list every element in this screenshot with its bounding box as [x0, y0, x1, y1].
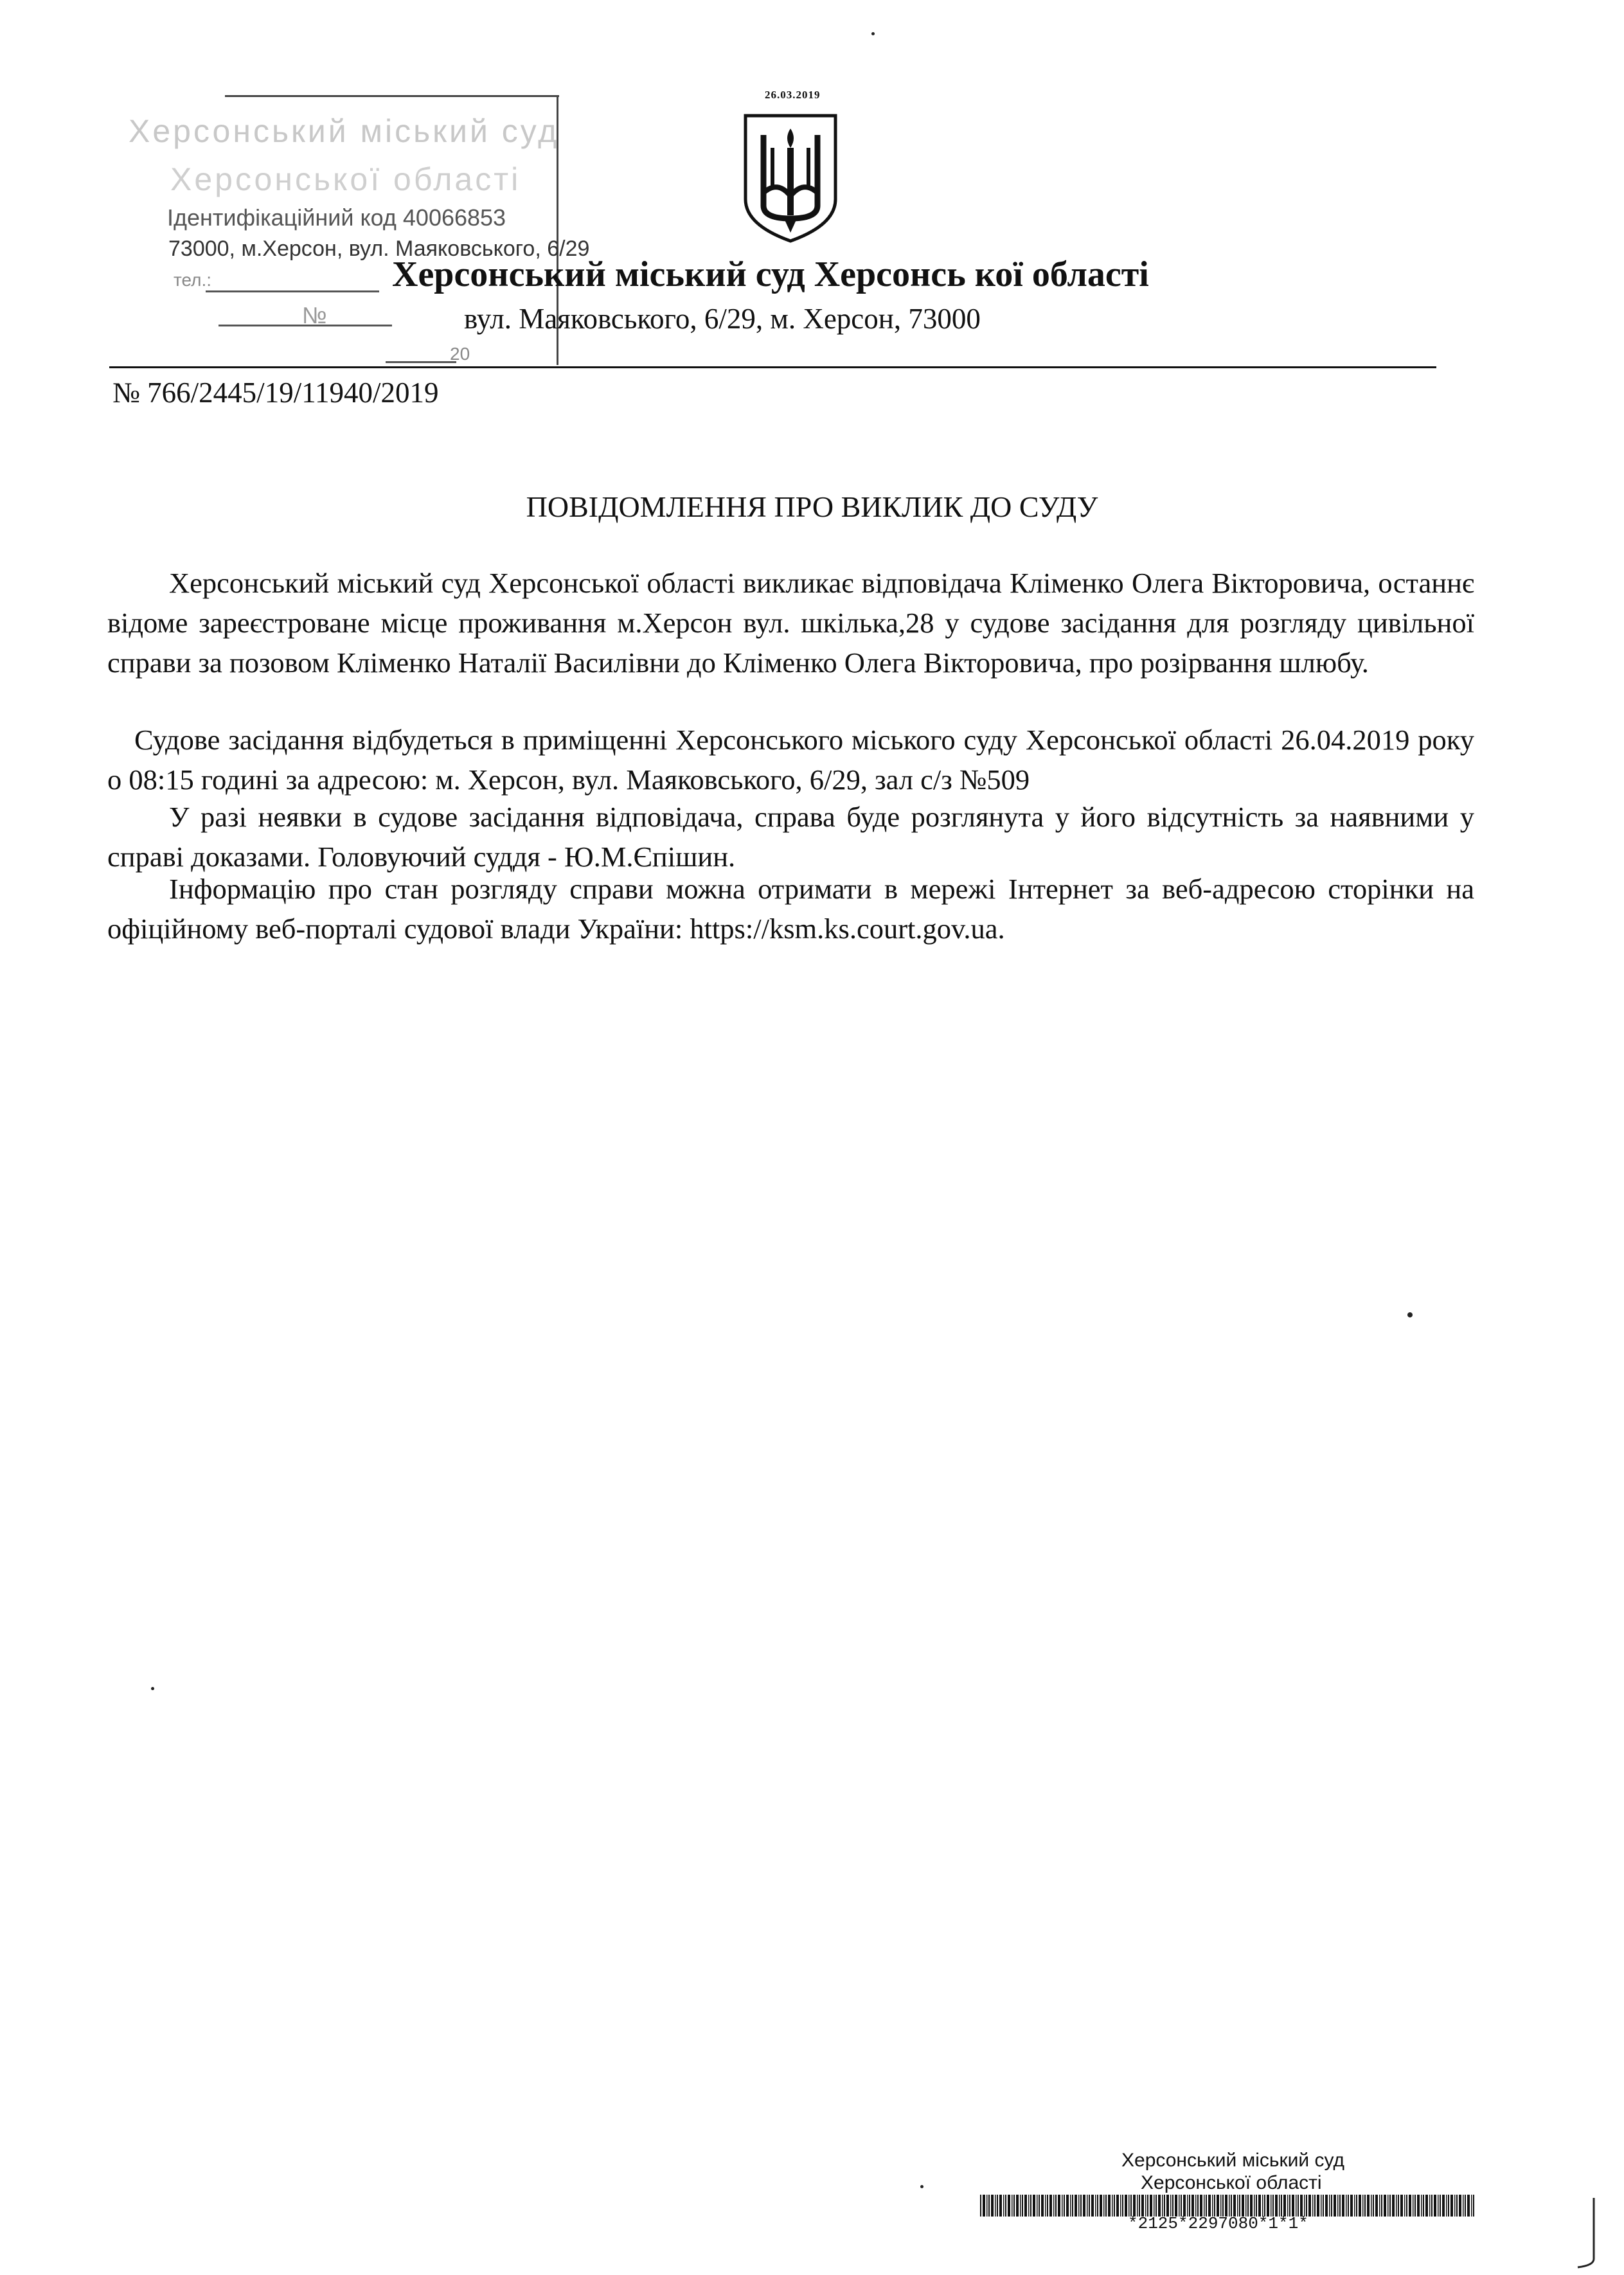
paragraph-online-info: Інформацію про стан розгляду справи можна отримати в мережі Інтернет за веб-адресою сторінки на офіційному веб-порталі судової влади України: https://ksm.ks.court.gov.ua.	[107, 873, 1474, 945]
stamp-court-line: Херсонський міський суд	[129, 113, 560, 149]
footer-court-name: Херсонський міський суд	[1121, 2150, 1344, 2171]
barcode	[980, 2195, 1475, 2217]
stamp-year: 20	[450, 344, 470, 364]
ukraine-trident-emblem-icon	[733, 109, 848, 244]
header-divider	[109, 366, 1436, 368]
emblem-date: 26.03.2019	[765, 89, 821, 101]
page-corner-mark	[1571, 2198, 1597, 2269]
stamp-rule	[219, 325, 392, 326]
document-title: ПОВІДОМЛЕННЯ ПРО ВИКЛИК ДО СУДУ	[526, 490, 1098, 523]
stamp-address: 73000, м.Херсон, вул. Маяковського, 6/29	[168, 236, 590, 261]
paragraph-absence-notice: У разі неявки в судове засідання відповідача, справа буде розглянута у його відсутність за наявними у справі доказами. Головуючий суддя - Ю.М.Єпішин.	[107, 801, 1474, 873]
scan-speck	[151, 1687, 154, 1690]
barcode-number: *2125*2297080*1*1*	[1128, 2214, 1308, 2233]
stamp-rule	[386, 361, 456, 363]
paragraph-hearing-details: Судове засідання відбудеться в приміщенні Херсонського міського суду Херсонської області 26.04.2019 року о 08:15 годині за адресою: м. Херсон, вул. Маяковського, 6/29, зал с/з №509	[107, 724, 1474, 796]
stamp-phone: тел.:	[174, 270, 212, 290]
stamp-rule	[206, 290, 379, 292]
stamp-region-line: Херсонської області	[170, 161, 521, 197]
case-number: № 766/2445/19/11940/2019	[112, 377, 439, 409]
scan-speck	[1407, 1312, 1413, 1317]
stamp-number-label: №	[302, 302, 327, 328]
court-address: вул. Маяковського, 6/29, м. Херсон, 73000	[464, 303, 981, 335]
court-name: Херсонський міський суд Херсонсь кої області	[392, 254, 1149, 294]
stamp-code: Ідентифікаційний код 40066853	[167, 204, 506, 231]
stamp-border	[225, 95, 559, 97]
scan-speck	[920, 2185, 924, 2188]
paragraph-summons: Херсонський міський суд Херсонської області викликає відповідача Кліменко Олега Вікторовича, останнє відоме зареєстроване місце проживання м.Херсон вул. шкілька,28 у судове засідання для розгляду цивільної справи за позовом Кліменко Наталії Василівни до Кліменко Олега Вікторовича, про розірвання шлюбу.	[107, 567, 1474, 679]
scan-speck	[871, 32, 875, 35]
footer-court-region: Херсонської області	[1141, 2172, 1322, 2193]
